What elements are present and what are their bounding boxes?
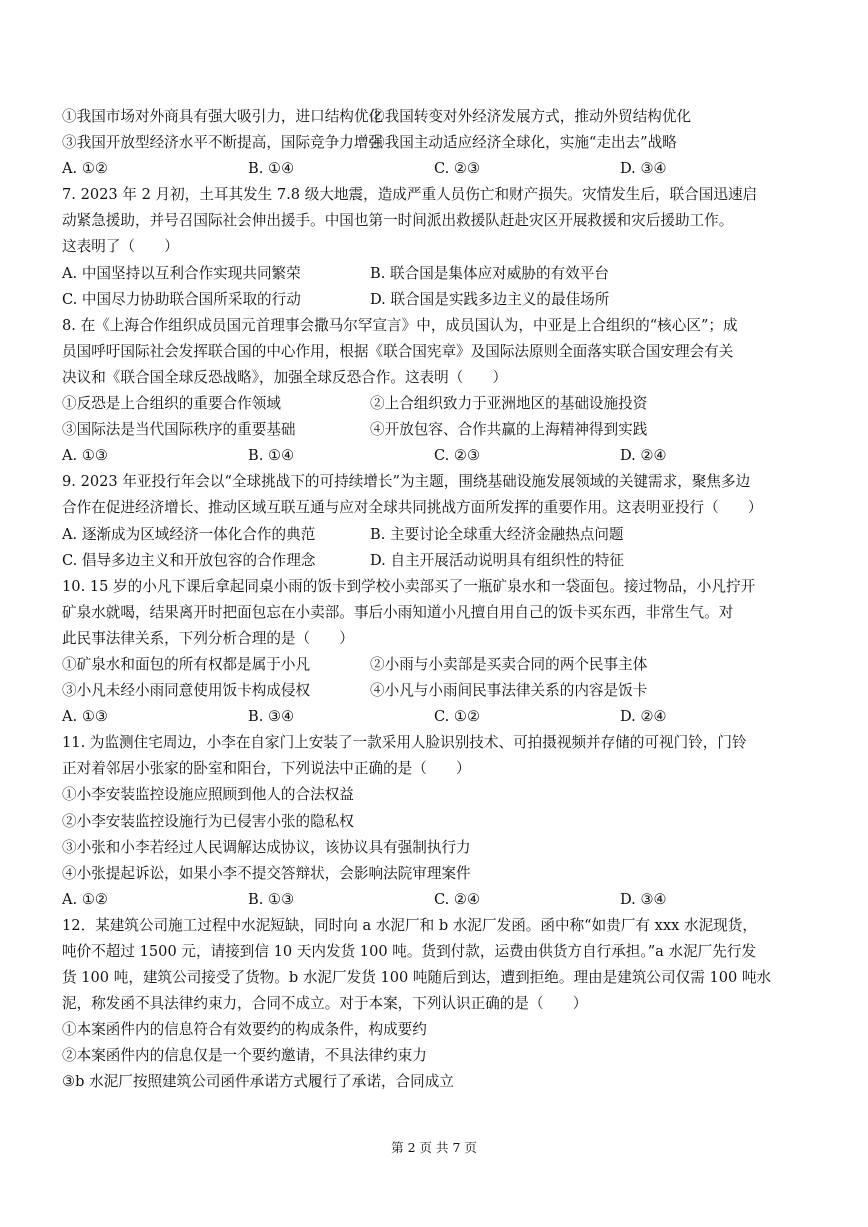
- text-line: 矿泉水就喝，结果离开时把面包忘在小卖部。事后小雨知道小凡擅自用自己的饭卡买东西，非常生气。对: [62, 603, 734, 621]
- option-item: D. 自主开展活动说明具有组织性的特征: [370, 551, 624, 569]
- answer-choice: B. ①③: [248, 890, 295, 908]
- option-pair-row: [62, 130, 806, 156]
- option-item: A. 逐渐成为区域经济一体化合作的典范: [62, 525, 316, 543]
- option-pair-row: [62, 548, 806, 574]
- option-item: D. 联合国是实践多边主义的最佳场所: [370, 290, 610, 308]
- answer-choice: A. ①③: [62, 708, 108, 726]
- text-line: 正对着邻居小张家的卧室和阳台，下列说法中正确的是（ ）: [62, 760, 471, 778]
- option-item: B. 主要讨论全球重大经济金融热点问题: [370, 525, 624, 543]
- answer-choice: C. ②③: [434, 447, 481, 465]
- text-line: ④小张提起诉讼，如果小李不提交答辩状，会影响法院审理案件: [62, 864, 471, 882]
- option-item: ④小凡与小雨间民事法律关系的内容是饭卡: [370, 682, 648, 700]
- option-item: A. 中国坚持以互利合作实现共同繁荣: [62, 264, 301, 282]
- option-pair-row: [62, 522, 806, 548]
- text-line: 10. 15 岁的小凡下课后拿起同桌小雨的饭卡到学校小卖部买了一瓶矿泉水和一袋面包。接过物品，小凡拧开: [62, 577, 756, 595]
- option-pair-row: [62, 261, 806, 287]
- option-item: C. 中国尽力协助联合国所采取的行动: [62, 290, 301, 308]
- text-line: 决议和《联合国全球反恐战略》，加强全球反恐合作。这表明（ ）: [62, 368, 508, 386]
- text-line: ③小张和小李若经过人民调解达成协议，该协议具有强制执行力: [62, 838, 471, 856]
- answer-choice: D. ②④: [620, 447, 667, 465]
- option-pair-row: [62, 652, 806, 678]
- option-item: ③我国开放型经济水平不断提高，国际竞争力增强: [62, 134, 384, 152]
- option-item: ②我国转变对外经济发展方式，推动外贸结构优化: [370, 108, 692, 125]
- option-item: ②小雨与小卖部是买卖合同的两个民事主体: [370, 655, 648, 673]
- option-pair-row: [62, 417, 806, 443]
- question-content: [62, 104, 806, 1096]
- option-item: ③小凡未经小雨同意使用饭卡构成侵权: [62, 682, 311, 700]
- text-line: 动紧急援助，并号召国际社会伸出援手。中国也第一时间派出救援队赶赴灾区开展救援和灾后援助工作。: [62, 212, 734, 230]
- answer-choice: A. ①②: [62, 160, 108, 178]
- text-line: ①小李安装监控设施应照顾到他人的合法权益: [62, 786, 354, 804]
- answer-choice: C. ①②: [434, 708, 481, 726]
- text-line: ②本案函件内的信息仅是一个要约邀请，不具法律约束力: [62, 1047, 427, 1065]
- text-line: ③b 水泥厂按照建筑公司函件承诺方式履行了承诺，合同成立: [62, 1073, 454, 1091]
- text-line: ②小李安装监控设施行为已侵害小张的隐私权: [62, 812, 354, 830]
- text-line: 9. 2023 年亚投行年会以“全球挑战下的可持续增长”为主题，围绕基础设施发展领域的关键需求，聚焦多边: [62, 473, 751, 491]
- text-line: 货 100 吨，建筑公司接受了货物。b 水泥厂发货 100 吨随后到达，遭到拒绝。理由是建筑公司仅需 100 吨水: [62, 969, 772, 987]
- answer-choice: D. ③④: [620, 160, 667, 178]
- answer-choice: A. ①②: [62, 890, 108, 908]
- answer-choice: D. ②④: [620, 708, 667, 726]
- option-item: ①矿泉水和面包的所有权都是属于小凡: [62, 655, 311, 673]
- text-line: 泥，称发函不具法律约束力，合同不成立。对于本案，下列认识正确的是（ ）: [62, 995, 588, 1013]
- answer-choice: B. ③④: [248, 708, 295, 726]
- option-item: B. 联合国是集体应对威胁的有效平台: [370, 264, 609, 282]
- text-line: 7. 2023 年 2 月初，土耳其发生 7.8 级大地震，造成严重人员伤亡和财产损失。灾情发生后，联合国迅速启: [62, 186, 758, 204]
- option-item: ④我国主动适应经济全球化，实施“走出去”战略: [370, 134, 677, 152]
- text-line: 这表明了（ ）: [62, 238, 179, 256]
- text-line: 此民事法律关系，下列分析合理的是（ ）: [62, 629, 354, 647]
- answer-choices-row: [62, 443, 806, 469]
- answer-choice: B. ①④: [248, 447, 295, 465]
- option-item: ④开放包容、合作共赢的上海精神得到实践: [370, 421, 648, 439]
- text-line: 8. 在《上海合作组织成员国元首理事会撒马尔罕宣言》中，成员国认为，中亚是上合组织的“核心区”；成: [62, 316, 738, 334]
- option-pair-row: [62, 287, 806, 313]
- answer-choice: D. ③④: [620, 890, 667, 908]
- option-pair-row: [62, 678, 806, 704]
- option-pair-row: [62, 104, 806, 130]
- option-item: C. 倡导多边主义和开放包容的合作理念: [62, 551, 316, 569]
- answer-choice: B. ①④: [248, 160, 295, 178]
- option-item: ①反恐是上合组织的重要合作领域: [62, 395, 281, 413]
- text-line: 员国呼吁国际社会发挥联合国的中心作用，根据《联合国宪章》及国际法原则全面落实联合国安理会有关: [62, 342, 734, 360]
- text-line: 11. 为监测住宅周边，小李在自家门上安装了一款采用人脸识别技术、可拍摄视频并存储的可视门铃，门铃: [62, 734, 747, 752]
- text-line: ①本案函件内的信息符合有效要约的构成条件，构成要约: [62, 1021, 427, 1039]
- answer-choices-row: [62, 887, 806, 913]
- option-item: ②上合组织致力于亚洲地区的基础设施投资: [370, 395, 648, 413]
- text-line: 吨价不超过 1500 元，请接到信 10 天内发货 100 吨。货到付款，运费由供货方自行承担。”a 水泥厂先行发: [62, 943, 757, 960]
- answer-choices-row: [62, 156, 806, 182]
- answer-choice: C. ②④: [434, 890, 481, 908]
- option-item: ①我国市场对外商具有强大吸引力，进口结构优化: [62, 108, 384, 125]
- answer-choice: C. ②③: [434, 160, 481, 178]
- answer-choices-row: [62, 704, 806, 730]
- answer-choice: A. ①③: [62, 447, 108, 465]
- page-footer: 第 2 页 共 7 页: [391, 1140, 477, 1155]
- option-item: ③国际法是当代国际秩序的重要基础: [62, 421, 296, 439]
- text-line: 合作在促进经济增长、推动区域互联互通与应对全球共同挑战方面所发挥的重要作用。这表明亚投行（ ）: [62, 499, 763, 517]
- option-pair-row: [62, 391, 806, 417]
- text-line: 12．某建筑公司施工过程中水泥短缺，同时向 a 水泥厂和 b 水泥厂发函。函中称“如贵厂有 xxx 水泥现货，: [62, 916, 757, 934]
